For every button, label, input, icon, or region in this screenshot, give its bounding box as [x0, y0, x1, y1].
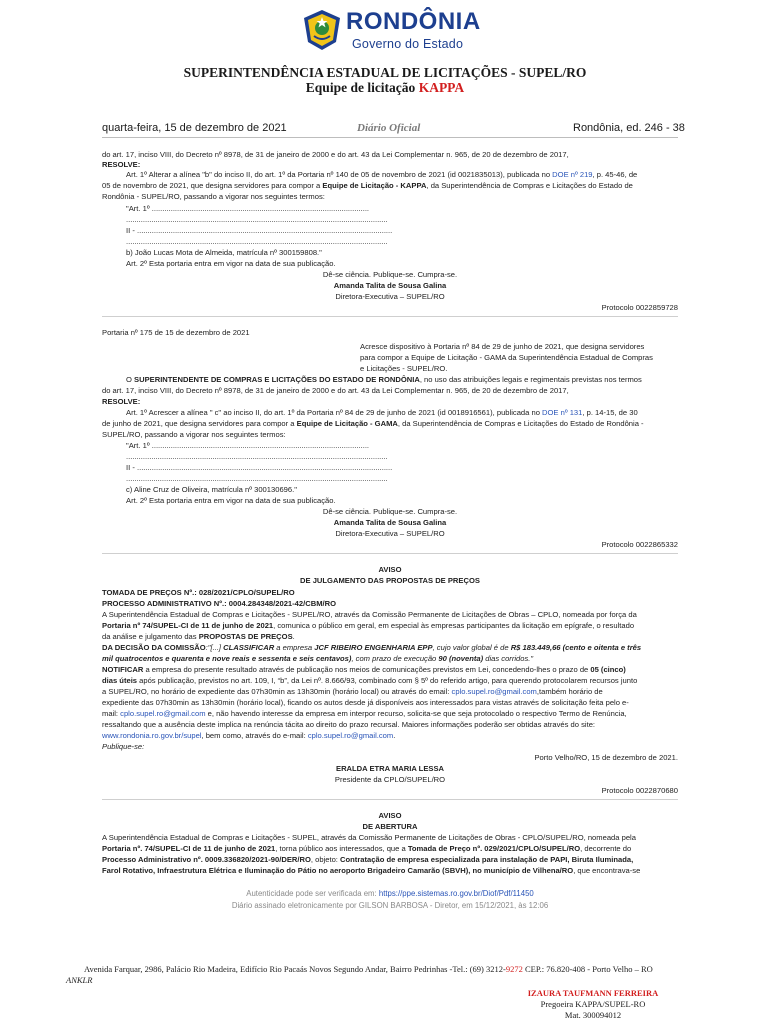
text-line: a SUPEL/RO, no horário de expediente das 07h30min as 13h30min (horário local) ou através do email: cplo.supel.ro@gmail.com,também horário de	[102, 687, 603, 696]
gazette-date: quarta-feira, 15 de dezembro de 2021	[102, 122, 287, 134]
aviso-title: AVISO	[378, 811, 402, 820]
text-line: Farol Rotativo, Infraestrutura Elétrica e Iluminação do Pátio no aeroporto Brigadeiro Camarão (SBVH), no município de Vilhena/RO, que encontrava-se	[102, 866, 641, 875]
text-line: da análise e julgamento das PROPOSTAS DE PREÇOS.	[102, 632, 295, 641]
team-name: KAPPA	[418, 80, 465, 95]
text-line: mail: cplo.supel.ro@gmail.com e, não havendo interesse da empresa em interpor recurso, solicita-se que seja protocolado o respectivo Termo de Renúncia,	[102, 709, 627, 718]
portaria-title: Portaria nº 175 de 15 de dezembro de 2021	[102, 328, 250, 337]
gazette-edition: Rondônia, ed. 246 - 38	[573, 122, 685, 134]
text-line: do art. 17, inciso VIII, do Decreto nº 8978, de 31 de janeiro de 2000 e do art. 43 da Lei Complementar n. 965, de 20 de dezembro de 2017,	[102, 386, 569, 395]
ementa-line: e Licitações - SUPEL/RO.	[360, 364, 448, 373]
tomada-line: TOMADA DE PREÇOS Nº.: 028/2021/CPLO/SUPEL/RO	[102, 588, 295, 597]
ementa-line: Acresce dispositivo à Portaria nº 84 de 29 de junho de 2021, que designa servidores	[360, 342, 645, 351]
text-line: dias úteis após publicação, previstos no art. 109, I, “b”, da Lei nº. 8.666/93, combinado com § 5º do referido artigo, para querendo protocolarem recursos junto	[102, 676, 638, 685]
ementa-line: para compor a Equipe de Licitação - GAMA da Superintendência Estadual de Compras	[360, 353, 653, 362]
protocol-number: Protocolo 0022865332	[601, 540, 678, 549]
subtitle-prefix: Equipe de licitação	[305, 80, 419, 95]
text-line: Art. 1º Acrescer a alínea " c" ao inciso II, do art. 1º da Portaria nº 84 de 29 de junho de 2021 (id 0018916561), publicada no DOE nº 131, p. 14-15, de 30	[126, 408, 638, 417]
section-divider	[102, 799, 678, 800]
footer-signer-name: IZAURA TAUFMANN FERREIRA	[527, 988, 659, 998]
text-line: Art. 2º Esta portaria entra em vigor na data de sua publicação.	[126, 496, 336, 505]
text-line: DA DECISÃO DA COMISSÃO:"[...] CLASSIFICAR a empresa JCF RIBEIRO ENGENHARIA EPP, cujo valor global é de R$ 183.449,66 (cento e oitenta e três	[102, 643, 642, 652]
signer-role: Presidente da CPLO/SUPEL/RO	[334, 775, 446, 784]
text-line: 05 de novembro de 2021, que designa servidores para compor a Equipe de Licitação - KAPPA, da Superintendência de Compras e Licitações do Estado de	[102, 181, 633, 190]
text-line: II - .........................................................................................................................	[126, 463, 393, 472]
header-divider	[102, 137, 678, 138]
rondonia-logo	[300, 6, 490, 58]
text-line: do art. 17, inciso VIII, do Decreto nº 8978, de 31 de janeiro de 2000 e do art. 43 da Lei Complementar n. 965, de 20 de dezembro de 2017,	[102, 150, 569, 159]
text-line: ............................................................................................................................	[126, 452, 388, 461]
footer-signer-role: Pregoeira KAPPA/SUPEL-RO	[540, 999, 646, 1009]
signer-name: Amanda Talita de Sousa Galina	[333, 281, 447, 290]
signer-name: ERALDA ETRA MARIA LESSA	[336, 764, 444, 773]
text-line: NOTIFICAR a empresa do presente resultado através de publicação nos meios de comunicações previstos em Lei, concedendo-lhes o prazo de 05 (cinco)	[102, 665, 626, 674]
doe-link[interactable]: DOE nº 219	[552, 170, 593, 179]
text-line: ............................................................................................................................	[126, 237, 388, 246]
text-line: Art. 1º Alterar a alínea "b" do inciso II, do art. 1º da Portaria nº 140 de 05 de novembro de 2021 (id 0021835013), publicada no DOE nº 219, p. 45-46, de	[126, 170, 638, 179]
text-line: Processo Administrativo nº. 0009.336820/2021-90/DER/RO, objeto: Contratação de empresa especializada para instalação de PAPI, Biruta Iluminada,	[102, 855, 634, 864]
text-line: A Superintendência Estadual de Compras e Licitações - SUPEL, através da Comissão Permanente de Licitações de Obras - CPLO/SUPEL/RO, nomeada pela	[102, 833, 636, 842]
aviso-title: AVISO	[378, 565, 402, 574]
text-line: www.rondonia.ro.gov.br/supel, bem como, através do e-mail: cplo.supel.ro@gmail.com.	[102, 731, 396, 740]
text-line: c) Aline Cruz de Oliveira, matrícula nº 300130696."	[126, 485, 297, 494]
closing-line: Dê-se ciência. Publique-se. Cumpra-se.	[322, 507, 458, 516]
resolve-label: RESOLVE:	[102, 397, 141, 406]
place-date: Porto Velho/RO, 15 de dezembro de 2021.	[534, 753, 678, 762]
text-line: Art. 2º Esta portaria entra em vigor na data de sua publicação.	[126, 259, 336, 268]
text-line: "Art. 1º .......................................................................................................	[126, 441, 370, 450]
text-line: de junho de 2021, que designa servidores para compor a Equipe de Licitação - GAMA, da Superintendência de Compras e Licitações do Estado de Rondônia -	[102, 419, 644, 428]
signature-line: Diário assinado eletronicamente por GILSON BARBOSA - Diretor, em 15/12/2021, às 12:06	[231, 901, 549, 910]
doe-link[interactable]: DOE nº 131	[542, 408, 583, 417]
authenticity-line: Autenticidade pode ser verificada em: https://ppe.sistemas.ro.gov.br/Diof/Pdf/11450	[246, 889, 534, 898]
logo-name: RONDÔNIA	[346, 8, 481, 35]
aviso-heading: DE JULGAMENTO DAS PROPOSTAS DE PREÇOS	[300, 576, 480, 585]
processo-line: PROCESSO ADMINISTRATIVO Nº.: 0004.284348/2021-42/CBM/RO	[102, 599, 337, 608]
website-link[interactable]: www.rondonia.ro.gov.br/supel	[102, 731, 202, 740]
email-link[interactable]: cplo.supel.ro@gmail.com	[120, 709, 206, 718]
text-line: Portaria nº. 74/SUPEL-CI de 11 de junho de 2021, torna público aos interessados, que a Tomada de Preço nº. 029/2021/CPLO/SUPEL/RO, decorrente do	[102, 844, 632, 853]
signer-name: Amanda Talita de Sousa Galina	[333, 518, 447, 527]
footer-address: Avenida Farquar, 2986, Palácio Rio Madeira, Edifício Rio Pacaás Novos Segundo Andar, Bairro Pedrinhas -Tel.: (69) 3212-9272 CEP.: 76.820-408 - Porto Velho – RO	[84, 964, 653, 974]
footer-initials: ANKLR	[66, 975, 93, 985]
text-line: Portaria nº 74/SUPEL-CI de 11 de junho de 2021, comunica o público em geral, em especial às empresas participantes da licitação em epígrafe, o resultado	[102, 621, 635, 630]
page-subtitle	[0, 80, 770, 96]
state-emblem-icon	[300, 8, 344, 52]
section-divider	[102, 316, 678, 317]
protocol-number: Protocolo 0022859728	[601, 303, 678, 312]
resolve-label: RESOLVE:	[102, 160, 141, 169]
text-line: "Art. 1º .......................................................................................................	[126, 204, 370, 213]
closing-line: Dê-se ciência. Publique-se. Cumpra-se.	[322, 270, 458, 279]
text-line: II - .........................................................................................................................	[126, 226, 393, 235]
text-line: A Superintendência Estadual de Compras e Licitações - SUPEL/RO, através da Comissão Permanente de Licitações de Obras – CPLO, nomeada por força da	[102, 610, 637, 619]
section-divider	[102, 553, 678, 554]
text-line: O SUPERINTENDENTE DE COMPRAS E LICITAÇÕES DO ESTADO DE RONDÔNIA, no uso das atribuições legais e regimentais previstas nos termos	[126, 375, 642, 384]
page-title: SUPERINTENDÊNCIA ESTADUAL DE LICITAÇÕES - SUPEL/RO	[183, 65, 587, 80]
email-link[interactable]: cplo.supel.ro@gmail.com	[451, 687, 537, 696]
text-line: SUPEL/RO, passando a vigorar nos seguintes termos:	[102, 430, 286, 439]
gazette-masthead: Diário Oficial	[357, 122, 421, 134]
text-line: expediente das 07h30min as 13h30min (horário local), ficando os autos desde já disponíveis aos interessados para vistas através de solicitação feita pelo e-	[102, 698, 629, 707]
text-line: ............................................................................................................................	[126, 215, 388, 224]
footer-signer-mat: Mat. 300094012	[564, 1010, 622, 1020]
email-link[interactable]: cplo.supel.ro@gmail.com	[307, 731, 394, 740]
text-line: ressaltando que a ausência deste implica na renúncia tácita ao direito do prazo recursal. Maiores informações poderão ser obtidas através do site:	[102, 720, 596, 729]
publique-line: Publique-se:	[102, 742, 145, 751]
logo-subtitle: Governo do Estado	[352, 37, 464, 51]
text-line: Rondônia - SUPEL/RO, passando a vigorar nos seguintes termos:	[102, 192, 325, 201]
aviso-heading: DE ABERTURA	[362, 822, 418, 831]
text-line: b) João Lucas Mota de Almeida, matrícula nº 300159808."	[126, 248, 322, 257]
signer-role: Diretora-Executiva – SUPEL/RO	[335, 529, 445, 538]
verification-link[interactable]: https://ppe.sistemas.ro.gov.br/Diof/Pdf/11450	[378, 889, 534, 898]
text-line: mil quatrocentos e quarenta e nove reais e sessenta e seis centavos), com prazo de execução 90 (noventa) dias corridos."	[102, 654, 534, 663]
protocol-number: Protocolo 0022870680	[601, 786, 678, 795]
signer-role: Diretora-Executiva – SUPEL/RO	[335, 292, 445, 301]
text-line: ............................................................................................................................	[126, 474, 388, 483]
